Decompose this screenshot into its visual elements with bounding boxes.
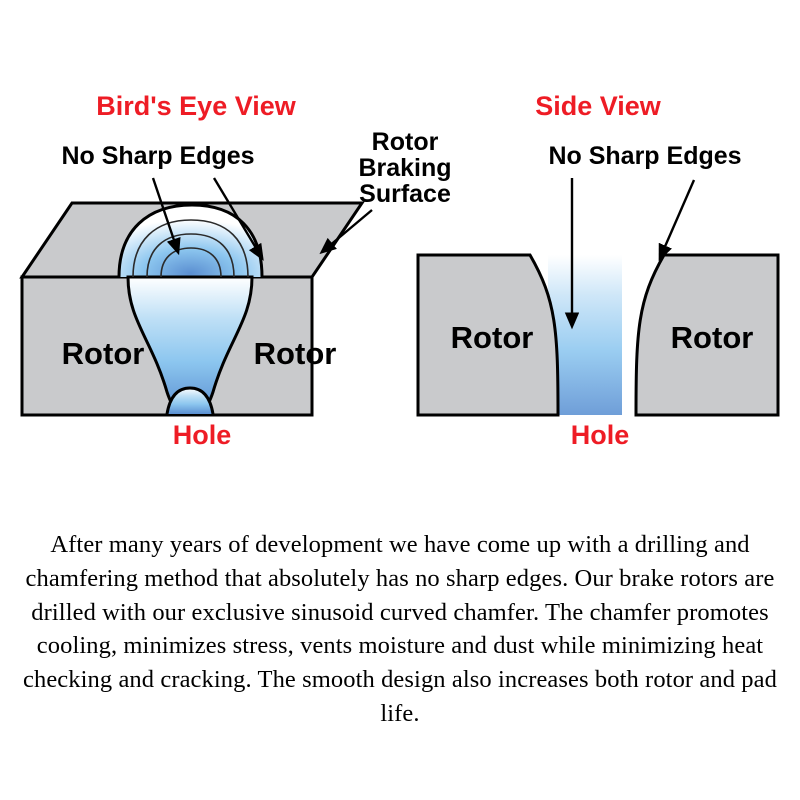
description-paragraph: After many years of development we have come up with a drilling and chamfering method that absolutely has no sharp edges. Our brake rotors are drilled with our exclusive sinusoid curved chamfer. The chamfer promotes cooling, minimizes stress, vents moisture and dust while minimizing heat checking and cracking. The smooth design also increases both rotor and pad life. (23, 531, 777, 727)
rotor-braking-surface-label-line3: Surface (359, 180, 451, 208)
side-block-rotor-label-left: Rotor (450, 320, 534, 355)
left-no-sharp-edges-label: No Sharp Edges (61, 142, 255, 170)
left-block-rotor-label-right: Rotor (253, 336, 337, 371)
arrow-no-sharp-edges-right-b (660, 180, 694, 258)
birds-eye-view-title: Bird's Eye View (96, 91, 296, 121)
birds-eye-view-group (22, 91, 452, 450)
left-hole-label: Hole (172, 420, 232, 450)
left-block-rotor-label-left: Rotor (61, 336, 145, 371)
side-hole-label: Hole (570, 420, 630, 450)
rotor-braking-surface-label-line2: Braking (358, 154, 452, 182)
right-no-sharp-edges-label: No Sharp Edges (548, 142, 742, 170)
rotor-braking-surface-label-line1: Rotor (371, 128, 439, 156)
side-block-rotor-label-right: Rotor (670, 320, 754, 355)
side-view-group (418, 91, 778, 450)
side-view-title: Side View (535, 91, 661, 121)
